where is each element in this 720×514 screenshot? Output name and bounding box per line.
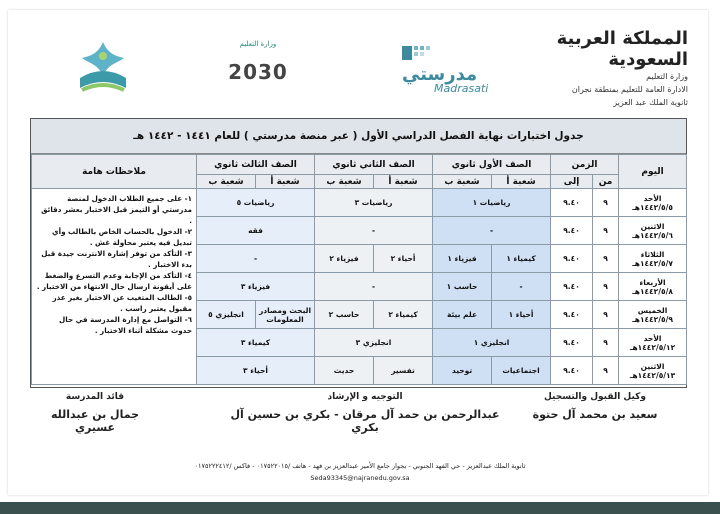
day-date: ١٤٤٢/٥/٧هـ <box>632 258 673 268</box>
grade-2-section-a: كيمياء ٢ <box>374 301 433 329</box>
grade-2-section-b: حاسب ٢ <box>315 301 374 329</box>
bottom-bar <box>0 502 720 514</box>
time-to: ٩.٤٠ <box>551 273 593 301</box>
header-grade-1: الصف الأول ثانوي <box>433 155 551 175</box>
grade-3-subject: رياضيات ٥ <box>197 189 315 217</box>
time-from: ٩ <box>593 245 619 273</box>
note-item: ٣- التأكد من توفر إشارة الانترنت جيدة قبل بدء الاختبار . <box>41 249 192 269</box>
header-section-b: شعبة ب <box>197 175 256 189</box>
header-notes: ملاحظات هامة <box>32 155 197 189</box>
grade-3-subject: أحياء ٣ <box>197 357 315 385</box>
header-section-b: شعبة ب <box>315 175 374 189</box>
grade-1-section-b: توحيد <box>433 357 492 385</box>
grade-1-section-b: فيزياء ١ <box>433 245 492 273</box>
day-cell <box>619 329 687 357</box>
grade-1-section-a: اجتماعيات <box>492 357 551 385</box>
day-name: الخميس <box>637 305 668 315</box>
header-line: الادارة العامة للتعليم بمنطقة نجران <box>571 85 688 94</box>
header-line: ثانوية الملك عبد العزيز <box>613 98 688 107</box>
grade-2-subject: - <box>315 273 433 301</box>
table-title: جدول اختبارات نهاية الفصل الدراسي الأول ( عبر منصة مدرستي ) للعام ١٤٤١ - ١٤٤٢ هـ <box>31 119 686 154</box>
madrasati-arabic: مدرستي <box>402 64 478 85</box>
time-from: ٩ <box>593 301 619 329</box>
signature-guidance <box>215 392 515 434</box>
note-item: ٥- الطالب المتغيب عن الاختبار بغير عذر مقبول يعتبر راسب . <box>52 293 192 313</box>
day-name: الأحد <box>643 193 662 203</box>
grade-1-section-a: أحياء ١ <box>492 301 551 329</box>
day-date: ١٤٤٢/٥/١٣هـ <box>629 370 676 380</box>
signature-name: جمال بن عبدالله عسيري <box>50 408 140 434</box>
day-name: الثلاثاء <box>640 249 665 259</box>
day-date: ١٤٤٢/٥/٦هـ <box>632 230 673 240</box>
header-grade-3: الصف الثالث ثانوي <box>197 155 315 175</box>
ministry-header <box>518 28 688 109</box>
grade-1-section-b: حاسب ١ <box>433 273 492 301</box>
grade-2-section-b: فيزياء ٢ <box>315 245 374 273</box>
schedule-grid <box>31 154 687 385</box>
grade-1-section-a: - <box>492 273 551 301</box>
grade-2-subject: - <box>315 217 433 245</box>
vision-year: 2030 <box>228 60 288 84</box>
header-day: اليوم <box>619 155 687 189</box>
header-section-b: شعبة ب <box>433 175 492 189</box>
note-item: ٤- التأكد من الإجابة وعدم التسرع والضغط على أيقونة ارسال حال الانتهاء من الاختبار . <box>36 271 192 291</box>
signature-title: وكيل القبول والتسجيل <box>544 392 646 402</box>
signature-name: سعيد بن محمد آل حتوة <box>532 408 658 421</box>
madrasati-english: Madrasati <box>434 82 489 95</box>
grade-2-section-a: تفسير <box>374 357 433 385</box>
day-date: ١٤٤٢/٥/١٢هـ <box>629 342 676 352</box>
day-date: ١٤٤٢/٥/٨هـ <box>632 286 673 296</box>
footer-address: ثانوية الملك عبدالعزيز - حي الفهد الجنوبي - بجوار جامع الأمير عبدالعزيز بن فهد - هاتف /٠١٧٥٢٢٠١٥ - فاكس /٠١٧٥٢٢٢٤١٢ <box>194 462 526 470</box>
header-section-a: شعبة أ <box>374 175 433 189</box>
madrasati-mark-icon <box>400 44 436 64</box>
day-cell <box>619 217 687 245</box>
day-date: ١٤٤٢/٥/٥هـ <box>632 202 673 212</box>
grade-2-subject: رياضيات ٣ <box>315 189 433 217</box>
day-cell <box>619 189 687 217</box>
madrasati-logo <box>394 40 494 100</box>
grade-3-subject: كيمياء ٣ <box>197 329 315 357</box>
time-from: ٩ <box>593 217 619 245</box>
time-to: ٩.٤٠ <box>551 357 593 385</box>
day-date: ١٤٤٢/٥/٩هـ <box>632 314 673 324</box>
header-grade-2: الصف الثاني ثانوي <box>315 155 433 175</box>
time-from: ٩ <box>593 189 619 217</box>
time-to: ٩.٤٠ <box>551 329 593 357</box>
grade-1-section-b: علم بيئة <box>433 301 492 329</box>
signature-title: التوجيه و الإرشاد <box>327 392 403 402</box>
grade-1-subject: رياضيات ١ <box>433 189 551 217</box>
header-from: من <box>593 175 619 189</box>
grade-3-subject: فيزياء ٣ <box>197 273 315 301</box>
grade-3-subject: - <box>197 245 315 273</box>
signature-title: قائد المدرسة <box>65 392 125 402</box>
time-from: ٩ <box>593 273 619 301</box>
day-cell <box>619 273 687 301</box>
day-name: الأربعاء <box>639 277 666 287</box>
grade-1-section-a: كيمياء ١ <box>492 245 551 273</box>
time-from: ٩ <box>593 357 619 385</box>
header-line: وزارة التعليم <box>646 72 688 81</box>
grade-2-section-b: حديث <box>315 357 374 385</box>
signature-registrar <box>510 392 680 421</box>
day-name: الأحد <box>643 333 662 343</box>
grade-3-section-a: البحث ومصادر المعلومات <box>256 301 315 329</box>
grade-1-subject: - <box>433 217 551 245</box>
header-section-a: شعبة أ <box>256 175 315 189</box>
time-to: ٩.٤٠ <box>551 217 593 245</box>
signature-name: عبدالرحمن بن حمد آل مرقان - بكري بن حسين آل بكري <box>230 408 500 434</box>
time-to: ٩.٤٠ <box>551 301 593 329</box>
header-section-a: شعبة أ <box>492 175 551 189</box>
header-to: إلى <box>551 175 593 189</box>
note-item: ٦- التواصل مع إدارة المدرسة في حال حدوث مشكلة أثناء الاختبار . <box>59 315 192 335</box>
day-cell <box>619 357 687 385</box>
grade-3-subject: فقه <box>197 217 315 245</box>
day-name: الاثنين <box>640 221 665 231</box>
time-to: ٩.٤٠ <box>551 245 593 273</box>
vision-2030-logo <box>213 40 303 102</box>
header-time: الزمن <box>551 155 619 175</box>
footer-email: Seda93345@najranedu.gov.sa <box>310 474 410 482</box>
day-cell <box>619 301 687 329</box>
note-item: ٢- الدخول بالحساب الخاص بالطالب وأي تبديل فيه يعتبر محاولة غش . <box>52 227 192 247</box>
signature-principal <box>30 392 160 434</box>
note-item: ١- على جميع الطلاب الدخول لمنصة مدرستي أو التيمز قبل الاختبار بعشر دقائق . <box>41 194 192 225</box>
day-name: الاثنين <box>640 361 665 371</box>
grade-2-section-a: أحياء ٢ <box>374 245 433 273</box>
day-cell <box>619 245 687 273</box>
time-to: ٩.٤٠ <box>551 189 593 217</box>
time-from: ٩ <box>593 329 619 357</box>
exam-schedule-table <box>30 118 687 388</box>
kingdom-title: المملكة العربية السعودية <box>556 28 688 70</box>
school-emblem-icon <box>68 34 138 104</box>
grade-2-subject: انجليزي ٣ <box>315 329 433 357</box>
vision-ministry-label: وزارة التعليم <box>239 40 277 48</box>
grade-3-section-b: انجليزي ٥ <box>197 301 256 329</box>
grade-1-subject: انجليزي ١ <box>433 329 551 357</box>
table-row <box>32 189 687 217</box>
notes-cell <box>32 189 197 385</box>
